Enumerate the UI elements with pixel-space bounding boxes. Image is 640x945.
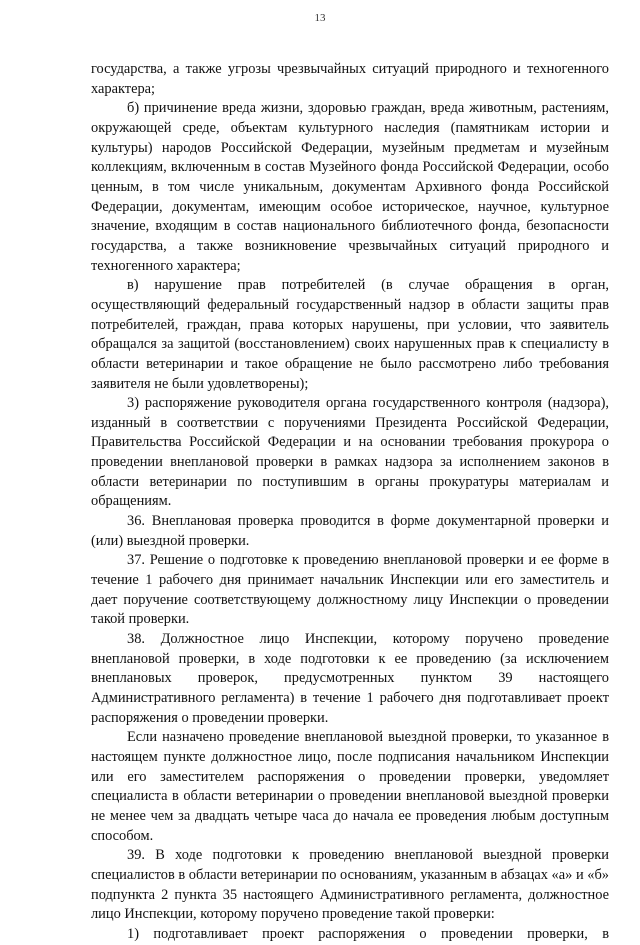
paragraph-continuation: государства, а также угрозы чрезвычайных ситуаций природного и техногенного характера; (91, 61, 609, 97)
paragraph-37: 37. Решение о подготовке к проведению внеплановой проверки и ее форме в течение 1 рабочего дня принимает начальник Инспекции или его заместитель и дает поручение соответствующему должностному лицу Инспекции о проведении такой проверки. (91, 552, 609, 628)
paragraph-item-b: б) причинение вреда жизни, здоровью граждан, вреда животным, растениям, окружающей среде, объектам культурного наследия (памятникам истории и культуры) народов Российской Федерации, музейным предметам и музейным коллекциям, включенным в состав Музейного фонда Российской Федерации, особо ценным, в том числе уникальным, документам Архивного фонда Российской Федерации, документам, имеющим особое историческое, научное, культурное значение, входящим в состав национального библиотечного фонда, безопасности государства, а также возникновение чрезвычайных ситуаций природного и техногенного характера; (91, 100, 609, 274)
paragraph-38: 38. Должностное лицо Инспекции, которому поручено проведение внеплановой проверки, в ходе подготовки к ее проведению (за исключением внеплановых проверок, предусмотренных пунктом 39 настоящего Административного регламента) в течение 1 рабочего дня подготавливает проект распоряжения о проведении проверки. (91, 631, 609, 726)
paragraph-38-notice: Если назначено проведение внеплановой выездной проверки, то указанное в настоящем пункте должностное лицо, после подписания начальником Инспекции или его заместителем распоряжения о проведении проверки, уведомляет специалиста в области ветеринарии о проведении внеплановой выездной проверки не менее чем за двадцать четыре часа до начала ее проведения любым доступным способом. (91, 729, 609, 844)
document-body (91, 60, 609, 945)
paragraph-39: 39. В ходе подготовки к проведению внеплановой выездной проверки специалистов в области ветеринарии по основаниям, указанным в абзацах «а» и «б» подпункта 2 пункта 35 настоящего Административного регламента, должностное лицо Инспекции, которому поручено проведение такой проверки: (91, 847, 609, 923)
paragraph-36: 36. Внеплановая проверка проводится в форме документарной проверки и (или) выездной проверки. (91, 513, 609, 549)
paragraph-item-3: 3) распоряжение руководителя органа государственного контроля (надзора), изданный в соответствии с поручениями Президента Российской Федерации, Правительства Российской Федерации и на основании требования прокурора о проведении внеплановой проверки в рамках надзора за исполнением законов в области ветеринарии по поступившим в органы прокуратуры материалам и обращениям. (91, 395, 609, 510)
page-number: 13 (314, 12, 326, 24)
paragraph-item-v: в) нарушение прав потребителей (в случае обращения в орган, осуществляющий федеральный государственный надзор в области защиты прав потребителей, граждан, права которых нарушены, при условии, что заявитель обращался за защитой (восстановлением) своих нарушенных прав к специалисту в области ветеринарии и такое обращение не было рассмотрено либо требования заявителя не были удовлетворены); (91, 277, 609, 392)
paragraph-39-item-1: 1) подготавливает проект распоряжения о проведении проверки, в (127, 925, 609, 942)
